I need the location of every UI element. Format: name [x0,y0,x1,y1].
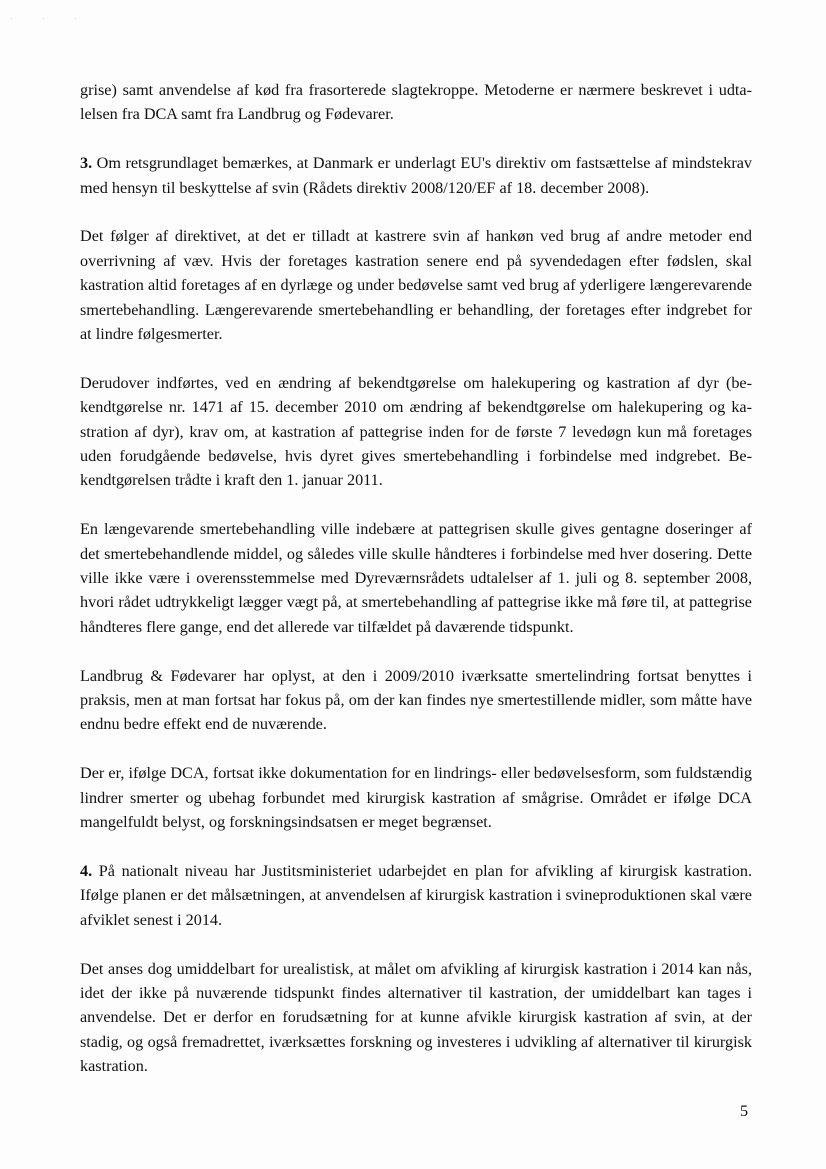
section-number: 4. [80,861,93,880]
paragraph [80,664,752,737]
scan-speck-icon: · [42,14,45,23]
page-number: 5 [740,1102,749,1120]
section-number: 3. [80,154,93,173]
paragraph-text: Landbrug & Fødevarer har oplyst, at den i 2009/2010 iværksatte smertelindring fortsat benyttes i praksis, men at man fortsat har fokus på, om der kan findes nye smertestillende midler, som måtte have endnu bedre effekt end de nuværende. [80,666,752,734]
paragraph [80,761,752,834]
paragraph [80,859,752,932]
paragraph [80,371,752,493]
scan-speck-icon: · [74,14,77,23]
paragraph [80,957,752,1079]
document-body [80,78,752,1103]
paragraph-text: grise) samt anvendelse af kød fra frasorterede slagtekroppe. Metoderne er nærmere beskrevet i udtalelsen fra DCA samt fra Landbrug og Fødevarer. [80,81,752,124]
paragraph [80,224,752,346]
paragraph-text: En længevarende smertebehandling ville indebære at pattegrisen skulle gives gentagne doseringer af det smertebehandlende middel, og således ville skulle håndteres i forbindelse med hver dosering. Dette ville ikke være i overensstemmelse med Dyreværnsrådets udtalelser af 1. juli og 8. september 2008, hvori rådet udtrykkeligt lægger vægt på, at smertebehandling af pattegrise ikke må føre til, at pattegrise håndteres flere gange, end det allerede var tilfældet på daværende tidspunkt. [80,520,752,636]
scan-speck-icon: · [10,14,13,23]
paragraph-text: Det anses dog umiddelbart for urealistisk, at målet om afvikling af kirurgisk kastration i 2014 kan nås, idet der ikke på nuværende tidspunkt findes alternativer til kastration, der umiddelbart kan tages i anvendelse. Det er derfor en forudsætning for at kunne afvikle kirurgisk kastration af svin, at der stadig, og også fremadrettet, iværksættes forskning og investeres i udvikling af alternativer til kirurgisk kastration. [80,959,752,1076]
paragraph-text: Det følger af direktivet, at det er tilladt at kastrere svin af hankøn ved brug af andre metoder end overrivning af væv. Hvis der foretages kastration senere end på syvendedagen efter fødslen, skal kastration altid foretages af en dyrlæge og under bedøvelse samt ved brug af yderligere længerevarende smertebehandling. Længerevarende smertebehandling er behandling, der foretages efter indgrebet for at lindre følgesmerter. [80,227,752,344]
paragraph-text: Om retsgrundlaget bemærkes, at Danmark er underlagt EU's direktiv om fastsættelse af mindstekrav med hensyn til beskyttelse af svin (Rådets direktiv 2008/120/EF af 18. december 2008). [80,154,752,197]
paragraph [80,78,752,127]
paragraph [80,517,752,639]
paragraph-text: Derudover indførtes, ved en ændring af bekendtgørelse om halekupering og kastration af dyr (bekendtgørelse nr. 1471 af 15. december 2010 om ændring af bekendtgørelse om halekupering og kastration af dyr), krav om, at kastration af pattegrise inden for de første 7 levedøgn kun må foretages uden forudgående bedøvelse, hvis dyret gives smertebehandling i forbindelse med indgrebet. Bekendtgørelsen trådte i kraft den 1. januar 2011. [80,373,752,490]
paragraph-text: Der er, ifølge DCA, fortsat ikke dokumentation for en lindrings- eller bedøvelsesform, som fuldstændig lindrer smerter og ubehag forbundet med kirurgisk kastration af smågrise. Området er ifølge DCA mangelfuldt belyst, og forskningsindsatsen er meget begrænset. [80,764,752,832]
paragraph-text: På nationalt niveau har Justitsministeriet udarbejdet en plan for afvikling af kirurgisk kastration. Ifølge planen er det målsætningen, at anvendelsen af kirurgisk kastration i svineproduktionen skal være afviklet senest i 2014. [80,861,752,929]
paragraph [80,151,752,200]
